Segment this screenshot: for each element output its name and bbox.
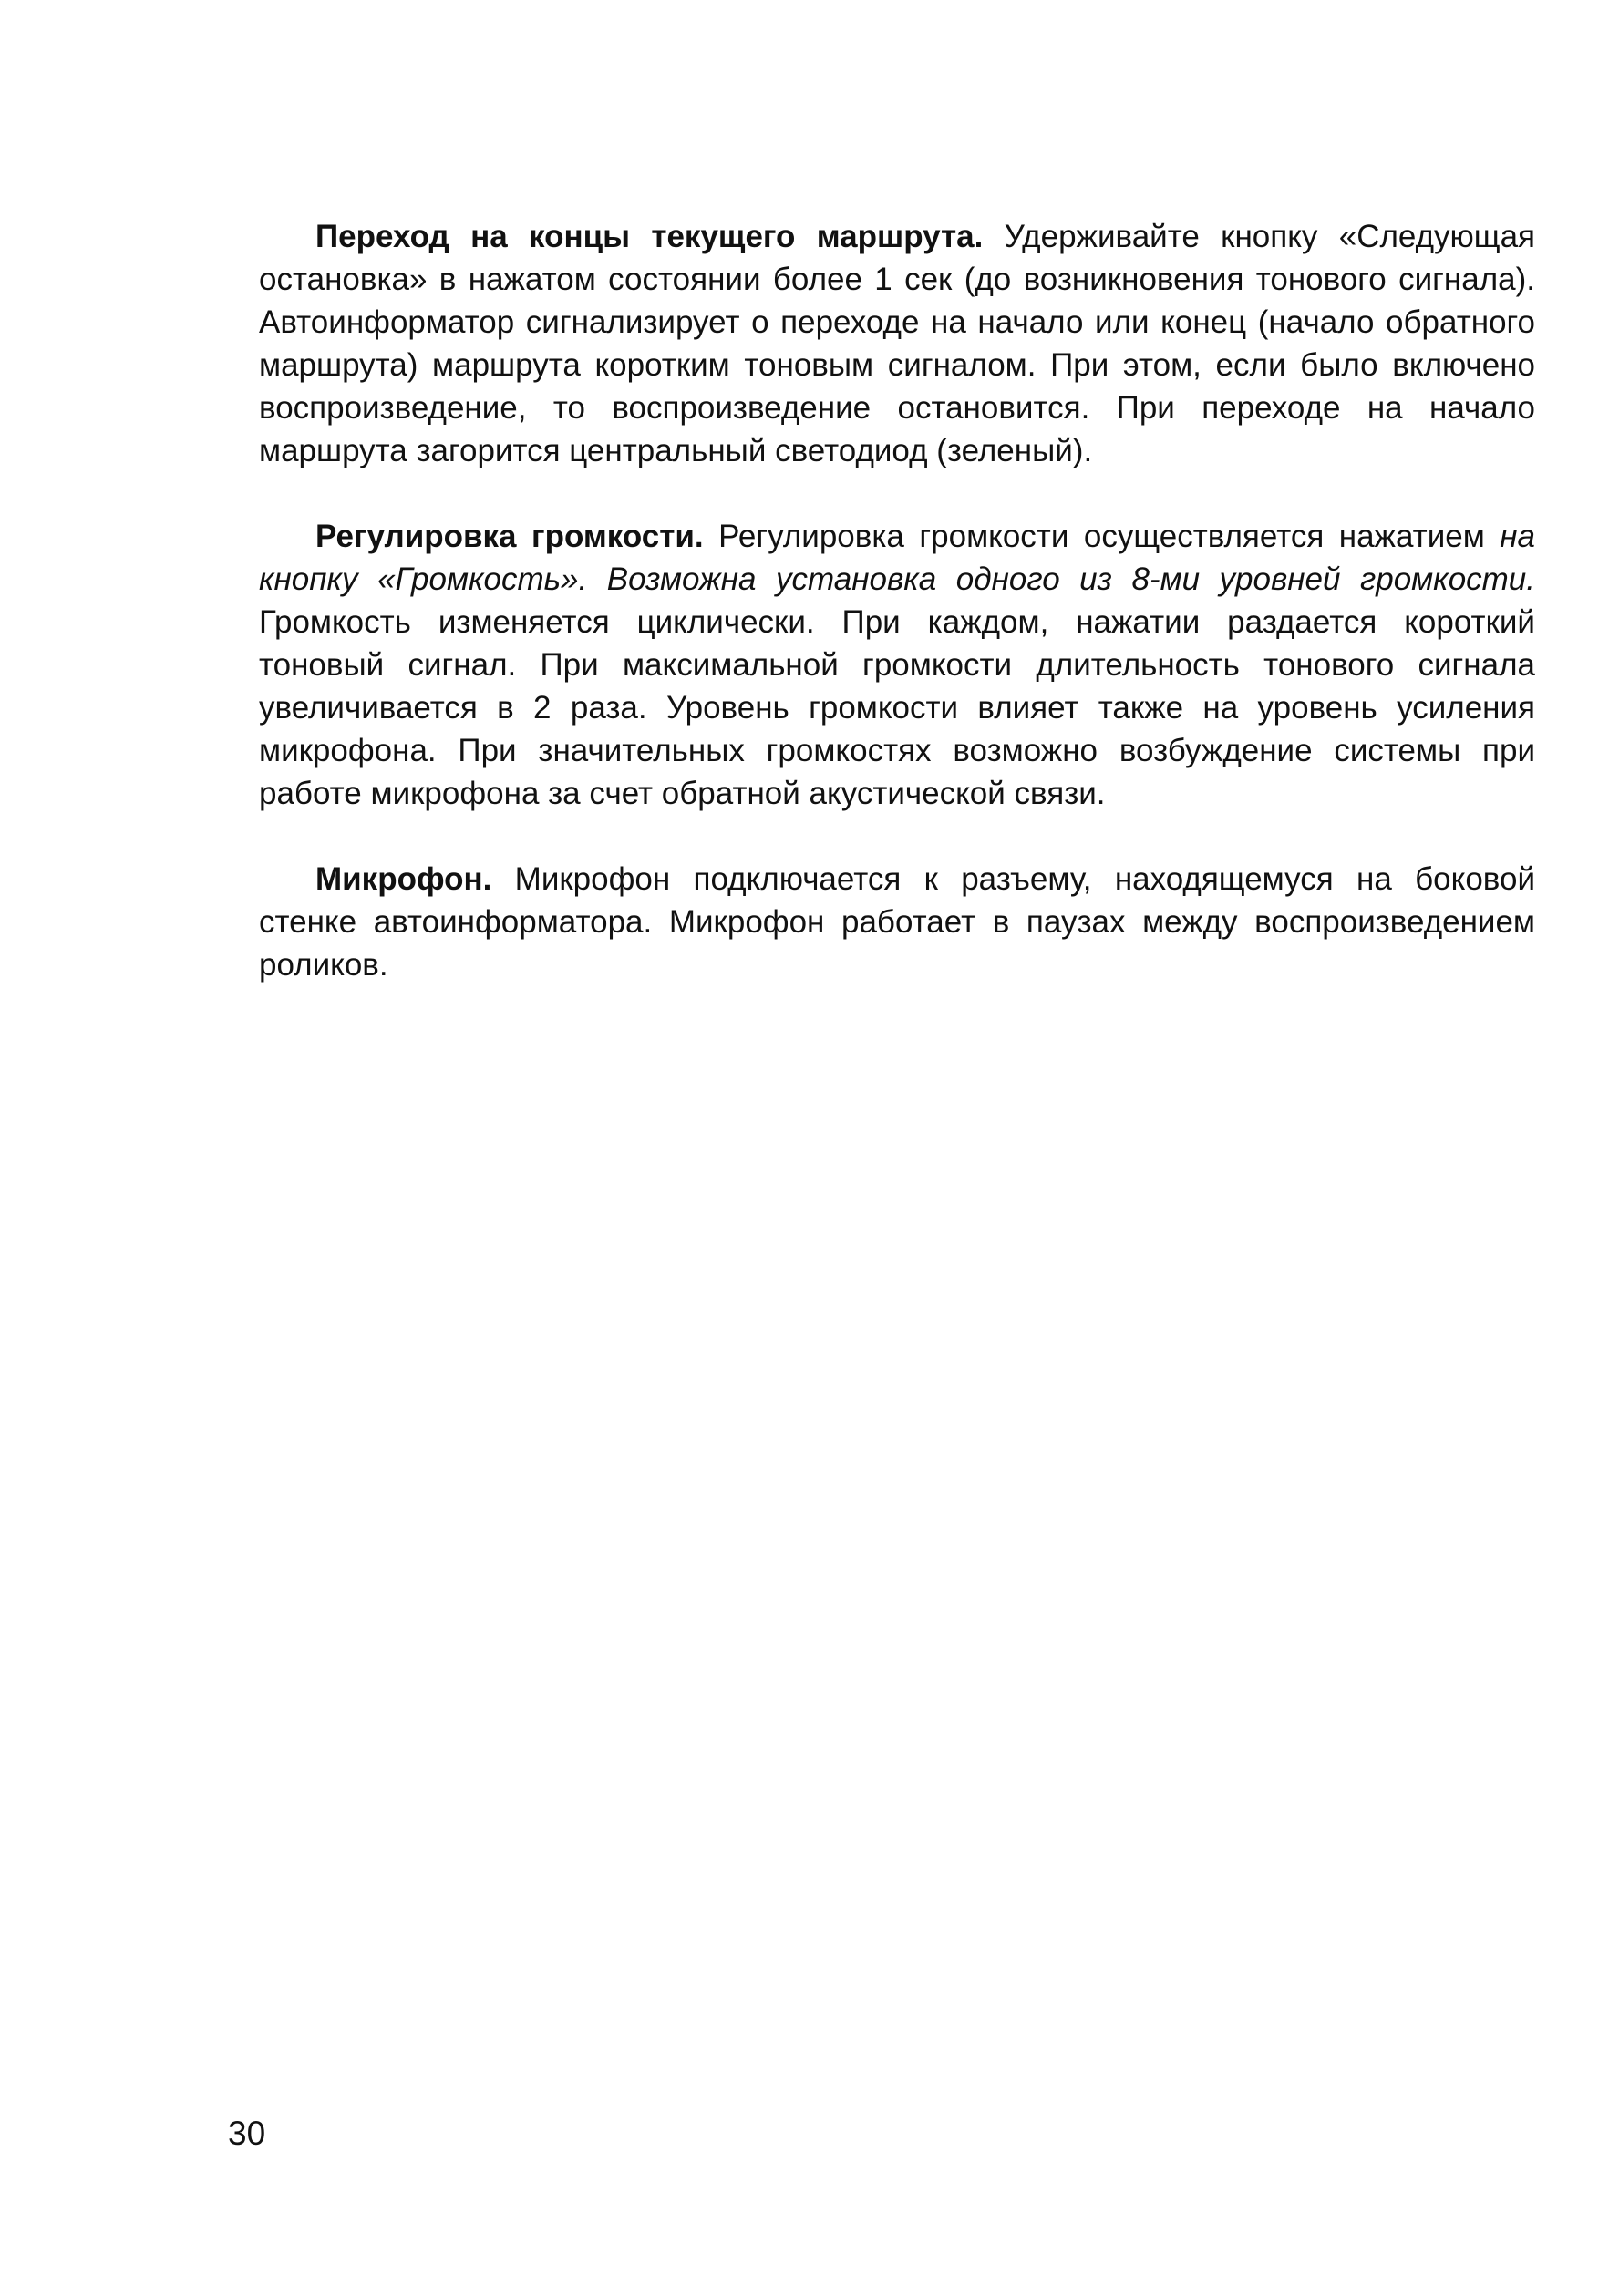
paragraph-italic-text: на кнопку «Громкость». Возможна установка одного из 8-ми уровней громкости.: [259, 519, 1535, 597]
paragraph-text: Громкость изменяется циклически. При каждом, нажатии раздается короткий тоновый сигнал. При максимальной громкости длительность тонового сигнала увеличивается в 2 раза. Уровень громкости влияет также на уровень усиления микрофона. При значительных громкостях возможно возбуждение системы при работе микрофона за счет обратной акустической связи.: [259, 604, 1535, 811]
paragraph-text: Регулировка громкости осуществляется нажатием: [703, 519, 1501, 554]
paragraph-heading: Переход на концы текущего маршрута.: [315, 219, 984, 254]
paragraph-volume: [259, 515, 1535, 815]
paragraph-heading: Регулировка громкости.: [315, 519, 704, 554]
paragraph-route-ends: [259, 215, 1535, 472]
paragraph-heading: Микрофон.: [315, 861, 492, 897]
page-body: [259, 215, 1535, 986]
paragraph-text: Микрофон подключается к разъему, находящемуся на боковой стенке автоинформатора. Микрофон работает в паузах между воспроизведением роликов.: [259, 861, 1535, 983]
paragraph-microphone: [259, 858, 1535, 986]
page-number: 30: [228, 2115, 266, 2152]
paragraph-text: Удерживайте кнопку «Следующая остановка» в нажатом состоянии более 1 сек (до возникновения тонового сигнала). Автоинформатор сигнализирует о переходе на начало или конец (начало обратного маршрута) маршрута коротким тоновым сигналом. При этом, если было включено воспроизведение, то воспроизведение остановится. При переходе на начало маршрута загорится центральный светодиод (зеленый).: [259, 219, 1535, 468]
